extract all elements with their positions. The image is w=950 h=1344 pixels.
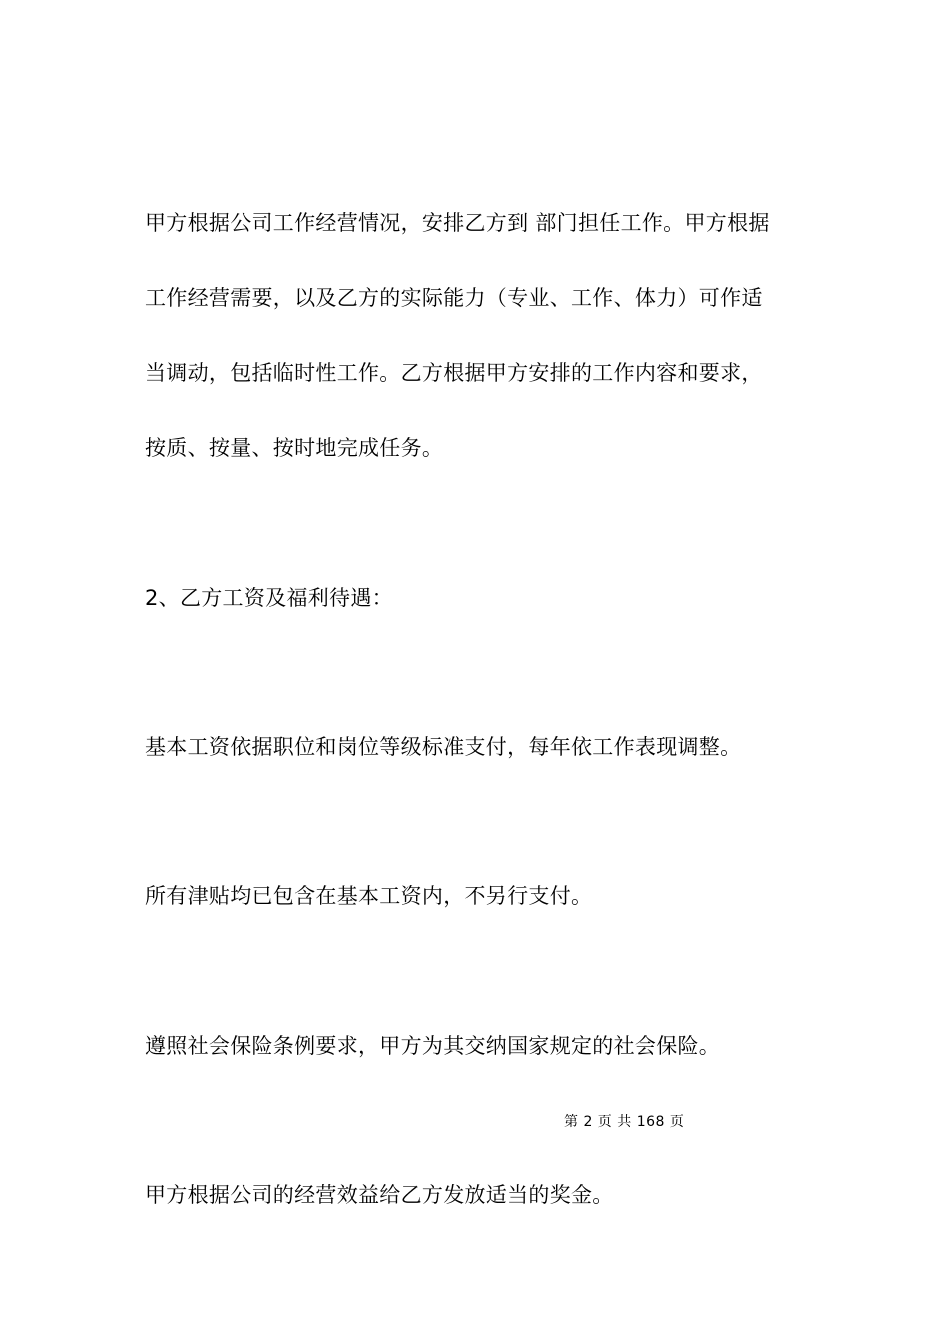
paragraph-1-line-1: 甲方根据公司工作经营情况，安排乙方到 部门担任工作。甲方根据 — [145, 211, 770, 235]
allowance-paragraph: 所有津贴均已包含在基本工资内，不另行支付。 — [145, 884, 593, 908]
basic-salary-paragraph: 基本工资依据职位和岗位等级标准支付，每年依工作表现调整。 — [145, 735, 742, 759]
paragraph-1-line-2: 工作经营需要，以及乙方的实际能力（专业、工作、体力）可作适 — [145, 286, 763, 310]
bonus-paragraph: 甲方根据公司的经营效益给乙方发放适当的奖金。 — [145, 1183, 614, 1207]
social-insurance-paragraph: 遵照社会保险条例要求，甲方为其交纳国家规定的社会保险。 — [145, 1034, 721, 1058]
paragraph-1-line-4: 按质、按量、按时地完成任务。 — [145, 436, 444, 460]
page-footer: 第 2 页 共 168 页 — [564, 1114, 685, 1130]
section-2-heading: 2、乙方工资及福利待遇： — [145, 586, 393, 610]
paragraph-1-line-3: 当调动，包括临时性工作。乙方根据甲方安排的工作内容和要求， — [145, 361, 763, 385]
